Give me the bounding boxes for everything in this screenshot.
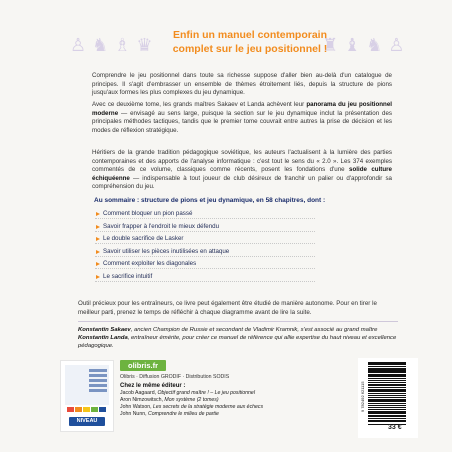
barcode-stripe [368, 397, 406, 398]
barcode-stripe [368, 369, 406, 371]
book-entry [120, 390, 310, 397]
tradition-paragraph [92, 149, 392, 192]
chess-piece-icon: ♙ [70, 35, 87, 55]
intro-paragraph: Comprendre le jeu positionnel dans toute sa richesse suppose d'aller bien au-delà d'un catalogue de principes. Il s'agit d'embrasser un ensemble de thèmes étroitement liés, depuis la structure de pions jusqu'aux formes les plus complexes du jeu dynamique. [92, 72, 392, 96]
barcode-stripe [368, 389, 406, 390]
barcode-stripe [368, 418, 406, 419]
headline-line-2: complet sur le jeu positionnel ! [172, 43, 328, 55]
bold-text: panorama du jeu positionnel moderne [92, 101, 392, 117]
chess-piece-icon: ♞ [92, 35, 109, 55]
chess-piece-icon: ♗ [114, 35, 131, 55]
barcode-stripe [368, 407, 406, 408]
barcode-stripe [368, 372, 406, 373]
chapter-list [95, 210, 315, 285]
barcode-stripe [368, 374, 406, 375]
barcode-stripe [368, 384, 406, 386]
author-name: Konstantin Sakaev [78, 327, 131, 333]
level-badge [60, 360, 114, 432]
headline [150, 28, 350, 56]
bar [89, 384, 107, 387]
barcode-stripe [368, 409, 406, 410]
text-run: — envisagé au sens large, puisque la section sur le jeu dynamique inclut la présentation des principales méthodes tactiques, tandis que le premier tome couvrait entre autres la prise de décision et les modes de réflexion stratégique. [92, 109, 392, 134]
chapter-item: Le sacrifice intuitif [95, 273, 315, 282]
chapter-item: Comment bloquer un pion passé [95, 210, 315, 219]
barcode-stripe [368, 390, 406, 391]
same-publisher-title: Chez le même éditeur : [120, 383, 186, 389]
distribution-line: Olibris · Diffusion GRODIF · Distribution SODIS [120, 374, 230, 380]
ean-number: 9 782492 621115 [360, 381, 365, 413]
text-run: , ancien Champion de Russie et secondant de Vladimir Kramnik, s'est associé au grand maître [130, 327, 378, 333]
book-title: Comprendre le milieu de partie [147, 411, 219, 417]
text-run: , entraîneur émérite, pour créer ce manuel de référence qui allie expertise du haut niveau et excellence pédagogique. [78, 335, 397, 349]
bar [89, 369, 107, 372]
chapter-item: Comment exploiter les diagonales [95, 260, 315, 269]
chess-piece-icon: ♞ [366, 35, 383, 55]
color-swatch [67, 407, 74, 412]
barcode-stripe [368, 412, 406, 413]
price: 33 € [388, 424, 402, 431]
text-run: Avec ce deuxième tome, les grands maîtres Sakaev et Landa achèvent leur [92, 101, 307, 108]
book-author: Aron Nimzowitsch, [120, 397, 165, 403]
barcode-stripe [368, 415, 406, 417]
chess-pieces-left [70, 36, 153, 54]
volume-paragraph [92, 101, 392, 135]
book-author: Jacob Aagaard, [120, 390, 158, 396]
bar [89, 379, 107, 382]
level-color-scale [67, 407, 106, 412]
summary-title: Au sommaire : structure de pions et jeu dynamique, en 58 chapitres, dont : [94, 197, 326, 204]
chapter-item: Le double sacrifice de Lasker [95, 235, 315, 244]
bar [89, 389, 107, 392]
book-title: Mon système (2 tomes) [164, 397, 219, 403]
niveau-label: NIVEAU [69, 417, 105, 426]
barcode-stripe [368, 376, 406, 377]
headline-line-1: Enfin un manuel contemporain [172, 29, 327, 41]
chess-piece-icon: ♝ [344, 35, 361, 55]
bar [89, 374, 107, 377]
barcode-stripe [368, 363, 406, 364]
barcode-stripe [368, 400, 406, 402]
book-entry [120, 411, 310, 418]
chess-piece-icon: ♜ [322, 35, 339, 55]
book-entry [120, 397, 310, 404]
outro-paragraph: Outil précieux pour les entraîneurs, ce livre peut également être étudié de manière autonome. Pour en tirer le meilleur parti, prenez le temps de réfléchir à chaque diagramme avant de lire la suite. [78, 300, 377, 316]
barcode-stripe [368, 395, 406, 396]
barcode-stripe [368, 421, 406, 422]
chess-piece-icon: ♙ [388, 35, 405, 55]
badge-bars [89, 369, 107, 392]
text-run: Héritiers de la grande tradition pédagogique soviétique, les auteurs l'actualisent à la lumière des parties contemporaines et des apports de l'analyse informatique : c'est tout le sens du « 2.0 ». Les 374 exemples commentés de ce volume, classiques comme récents, posent les fondations d'une [92, 149, 392, 173]
color-swatch [91, 407, 98, 412]
book-author: John Nunn, [120, 411, 148, 417]
authors-bio [78, 326, 408, 350]
barcode-stripe [368, 368, 406, 369]
same-publisher-list [120, 383, 310, 418]
book-author: John Watson, [120, 404, 153, 410]
color-swatch [83, 407, 90, 412]
book-title: Objectif grand maître ! – Le jeu positionnel [157, 390, 255, 396]
chapter-item: Savoir frapper à l'endroit le mieux défendu [95, 223, 315, 232]
color-swatch [99, 407, 106, 412]
barcode-stripe [368, 393, 406, 394]
book-entry [120, 404, 310, 411]
publisher-logo: olibris.fr [120, 360, 166, 371]
barcode-bars [368, 362, 406, 432]
text-run: — indispensable à tout joueur de club désireux de franchir un palier ou d'approfondir sa compréhension du jeu. [92, 174, 392, 190]
bold-text: solide culture échiquéenne [92, 166, 392, 182]
chapter-item: Savoir utiliser les pièces inutilisées en attaque [95, 248, 315, 257]
divider [78, 321, 398, 322]
book-title: Les secrets de la stratégie moderne aux échecs [152, 404, 264, 410]
chess-piece-icon: ♛ [136, 35, 153, 55]
barcode-stripe [368, 380, 406, 381]
author-name: Konstantin Landa [78, 335, 128, 341]
barcode-stripe [368, 405, 406, 406]
color-swatch [75, 407, 82, 412]
